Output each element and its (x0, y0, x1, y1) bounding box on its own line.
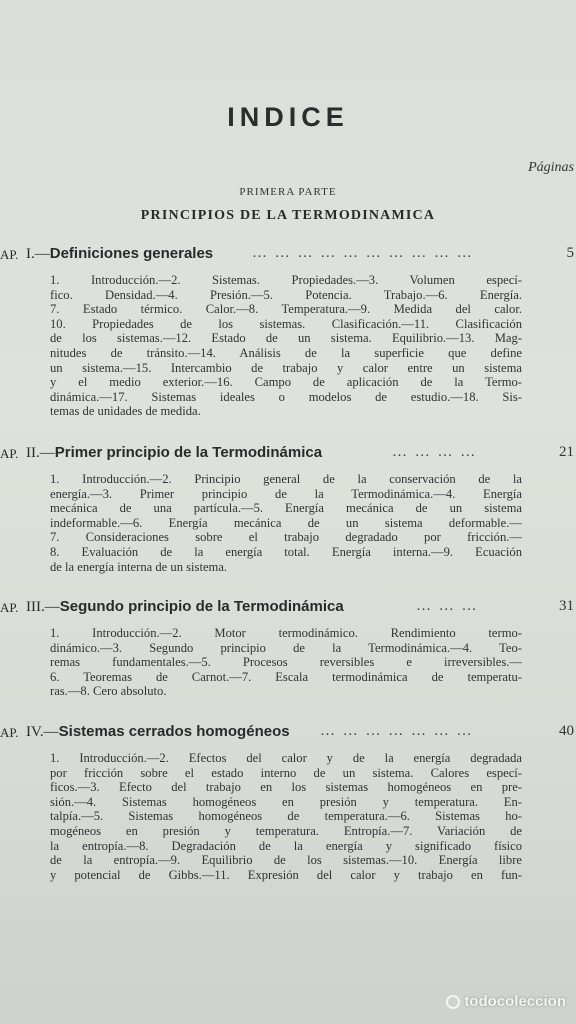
chapter-page: 40 (559, 723, 574, 739)
chapter-contents (50, 751, 522, 882)
watermark (446, 993, 566, 1010)
watermark-text: todocoleccion (464, 993, 566, 1010)
chapter-head (26, 444, 322, 462)
chapter-head (26, 723, 290, 741)
chapter-2 (0, 444, 576, 574)
contents-line: 10. Propiedades de los sistemas. Clasificación.—11. Clasificación (50, 316, 522, 331)
contents-line: 1. Introducción.—2. Principio general de la conservación de la (50, 472, 522, 486)
contents-line: 8. Evaluación de la energía total. Energía interna.—9. Ecuación (50, 544, 522, 559)
contents-line: temas de unidades de medida. (50, 404, 201, 419)
chapter-number: II.— (26, 445, 55, 461)
chapter-page: 5 (566, 245, 574, 261)
page-title: INDICE (227, 102, 349, 132)
contents-line: y potencial de Gibbs.—11. Expresión del calor y trabajo en fun- (50, 867, 522, 882)
chapter-page: 31 (559, 598, 574, 614)
chapter-heading (0, 723, 576, 745)
contents-line: talpía.—5. Sistemas homogéneos de temperatura.—6. Sistemas ho- (50, 809, 522, 824)
contents-line: indeformable.—6. Energía mecánica de un sistema deformable.— (50, 515, 522, 530)
leader-dots: … … … (416, 598, 479, 614)
chapter-title: Primer principio de la Termodinámica (54, 444, 323, 461)
chapter-prefix: AP. (0, 725, 19, 740)
contents-line: mecánica de una partícula.—5. Energía mecánica de un sistema (50, 501, 522, 516)
contents-line: nitudes de tránsito.—14. Análisis de la superficie que define (50, 345, 522, 360)
part-title: PRINCIPIOS DE LA TERMODINAMICA (140, 208, 436, 223)
contents-line: 1. Introducción.—2. Efectos del calor y de la energía degradada (50, 751, 522, 765)
chapter-number: III.— (26, 599, 60, 615)
chapter-head (26, 598, 344, 616)
chapter-head (26, 245, 213, 263)
contents-line: la entropía.—8. Degradación de la energía y significado físico (50, 838, 522, 853)
chapter-title: Sistemas cerrados homogéneos (58, 723, 290, 740)
chapter-1 (0, 245, 576, 419)
contents-line: 7. Consideraciones sobre el trabajo degradado por fricción.— (50, 530, 522, 545)
contents-line: por fricción sobre el estado interno de un sistema. Calores especí- (50, 765, 522, 780)
contents-line: ras.—8. Cero absoluto. (50, 684, 167, 699)
leader-dots: … … … … (392, 444, 478, 460)
chapter-3 (0, 598, 576, 699)
chapter-prefix: AP. (0, 446, 19, 461)
contents-line: ficos.—3. Efecto del trabajo en los sistemas homogéneos en pre- (50, 780, 522, 795)
contents-line: 7. Estado térmico. Calor.—8. Temperatura.—9. Medida del calor. (50, 302, 522, 317)
chapter-page: 21 (559, 444, 574, 460)
watermark-logo-icon (446, 995, 460, 1009)
contents-line: dinámico.—3. Segundo principio de la Termodinámica.—4. Teo- (50, 640, 522, 655)
chapter-heading (0, 245, 576, 267)
chapter-heading (0, 598, 576, 620)
contents-line: fico. Densidad.—4. Presión.—5. Potencia. Trabajo.—6. Energía. (50, 287, 522, 302)
chapter-number: IV.— (26, 724, 59, 740)
contents-line: dinámica.—17. Sistemas ideales o modelos de estudio.—18. Sis- (50, 389, 522, 404)
contents-line: sión.—4. Sistemas homogéneos en presión y temperatura. En- (50, 794, 522, 809)
chapter-title: Segundo principio de la Termodinámica (59, 598, 344, 615)
contents-line: remas fundamentales.—5. Procesos reversibles e irreversibles.— (50, 655, 522, 670)
leader-dots: … … … … … … … (320, 723, 474, 739)
contents-line: de los sistemas.—12. Estado de un sistema. Equilibrio.—13. Mag- (50, 331, 522, 346)
chapter-title: Definiciones generales (49, 245, 214, 262)
chapter-prefix: AP. (0, 600, 19, 615)
contents-line: de la entropía.—9. Equilibrio de los sistemas.—10. Energía libre (50, 853, 522, 868)
chapter-contents (50, 273, 522, 419)
contents-line: 6. Teoremas de Carnot.—7. Escala termodinámica de temperatu- (50, 669, 522, 684)
contents-line: energía.—3. Primer principio de la Termodinámica.—4. Energía (50, 486, 522, 501)
contents-line: mogéneos en presión y temperatura. Entropía.—7. Variación de (50, 823, 522, 838)
chapter-number: I.— (26, 246, 50, 262)
contents-line: y el medio exterior.—16. Campo de aplicación de la Termo- (50, 375, 522, 390)
contents-line: 1. Introducción.—2. Motor termodinámico. Rendimiento termo- (50, 626, 522, 640)
contents-line: un sistema.—15. Intercambio de trabajo y calor entre un sistema (50, 360, 522, 375)
pages-column-label: Páginas (528, 160, 574, 175)
part-label: PRIMERA PARTE (239, 186, 337, 198)
chapter-contents (50, 472, 522, 574)
chapter-prefix: AP. (0, 247, 19, 262)
chapter-heading (0, 444, 576, 466)
leader-dots: … … … … … … … … … … (252, 245, 474, 261)
contents-line: 1. Introducción.—2. Sistemas. Propiedades.—3. Volumen especí- (50, 273, 522, 287)
contents-line: de la energía interna de un sistema. (50, 559, 228, 574)
chapter-contents (50, 626, 522, 699)
chapter-4 (0, 723, 576, 882)
